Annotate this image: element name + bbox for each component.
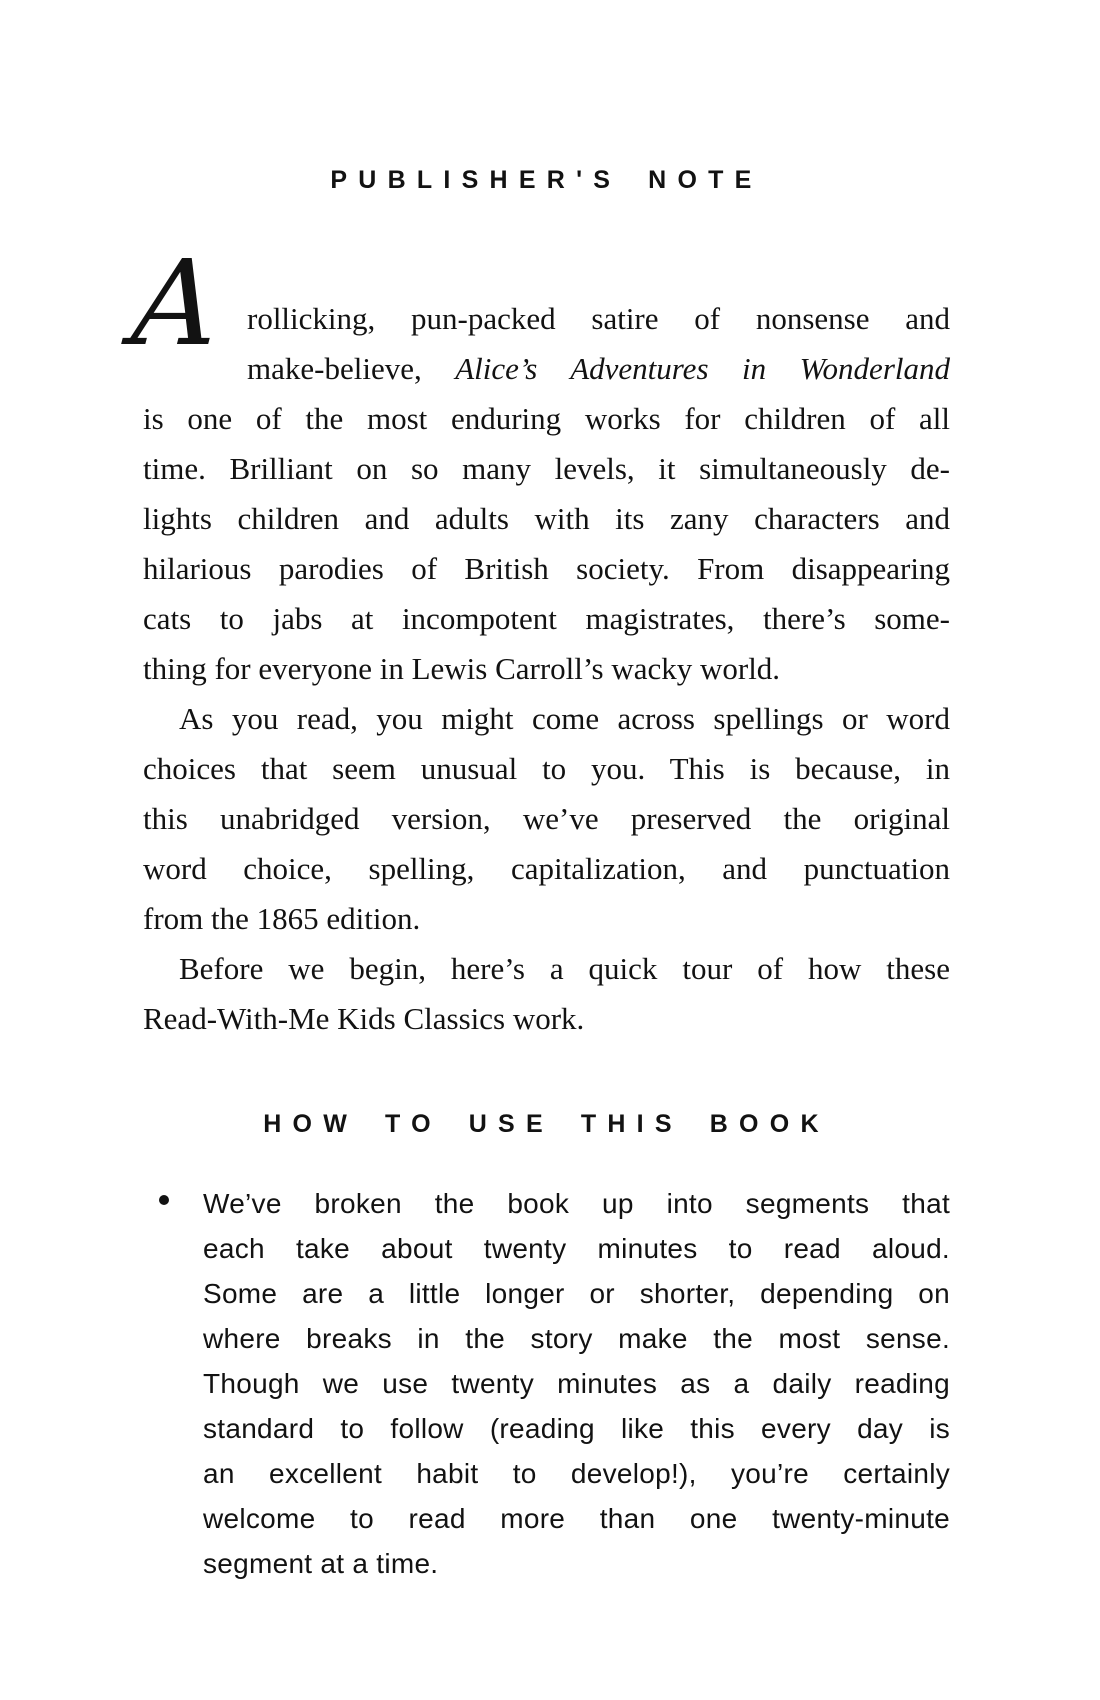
bullet-text-line: We’ve broken the book up into segments that: [203, 1188, 950, 1219]
publishers-note-heading: PUBLISHER'S NOTE: [330, 166, 763, 194]
text-line: [143, 594, 950, 644]
bullet-marker-icon: [159, 1195, 169, 1205]
drop-cap-letter: A: [128, 234, 224, 372]
text-line: [143, 544, 950, 594]
bullet-text-line: segment at a time.: [203, 1548, 439, 1579]
text-line: [143, 794, 950, 844]
text-segment: is one of the most enduring works for children of all: [143, 401, 950, 436]
text-segment: this unabridged version, we’ve preserved the original: [143, 801, 950, 836]
text-segment: rollicking, pun-packed satire of nonsense and: [247, 301, 950, 336]
bullet-text-line: each take about twenty minutes to read aloud.: [203, 1233, 950, 1264]
text-segment: cats to jabs at incompotent magistrates, there’s some-: [143, 601, 950, 636]
text-segment: from the 1865 edition.: [143, 901, 421, 936]
bullet-item: [143, 1181, 950, 1586]
text-line: [143, 744, 950, 794]
text-line: [143, 894, 950, 944]
text-segment: time. Brilliant on so many levels, it simultaneously de-: [143, 451, 950, 486]
text-segment: Read-With-Me Kids Classics work.: [143, 1001, 585, 1036]
text-segment: word choice, spelling, capitalization, and punctuation: [143, 851, 950, 886]
how-to-use-bullet-list: [143, 1181, 950, 1586]
how-to-use-heading: HOW TO USE THIS BOOK: [263, 1110, 830, 1138]
text-segment: thing for everyone in Lewis Carroll’s wacky world.: [143, 651, 781, 686]
text-line: [143, 344, 950, 394]
paragraph: [143, 944, 950, 1044]
bullet-text-line: standard to follow (reading like this every day is: [203, 1413, 950, 1444]
text-line: [143, 944, 950, 994]
paragraph: [143, 294, 950, 694]
text-segment: hilarious parodies of British society. From disappearing: [143, 551, 950, 586]
text-line: [143, 994, 950, 1044]
bullet-text-line: an excellent habit to develop!), you’re certainly: [203, 1458, 950, 1489]
paragraph: [143, 694, 950, 944]
text-segment: As you read, you might come across spellings or word: [179, 701, 950, 736]
text-line: [143, 694, 950, 744]
text-segment: Before we begin, here’s a quick tour of how these: [179, 951, 950, 986]
text-line: [143, 294, 950, 344]
text-line: [143, 394, 950, 444]
book-title-italic: Alice’s Adventures in Wonderland: [455, 351, 950, 386]
bullet-text-line: where breaks in the story make the most sense.: [203, 1323, 950, 1354]
publishers-note-body: [128, 234, 950, 1044]
text-segment: choices that seem unusual to you. This is because, in: [143, 751, 950, 786]
text-line: [143, 844, 950, 894]
bullet-text-line: Some are a little longer or shorter, depending on: [203, 1278, 950, 1309]
bullet-text-line: Though we use twenty minutes as a daily reading: [203, 1368, 950, 1399]
text-line: [143, 444, 950, 494]
text-segment: lights children and adults with its zany characters and: [143, 501, 950, 536]
text-segment: make-believe,: [247, 351, 456, 386]
text-line: [143, 644, 950, 694]
bullet-text-line: welcome to read more than one twenty-minute: [203, 1503, 950, 1534]
text-line: [143, 494, 950, 544]
